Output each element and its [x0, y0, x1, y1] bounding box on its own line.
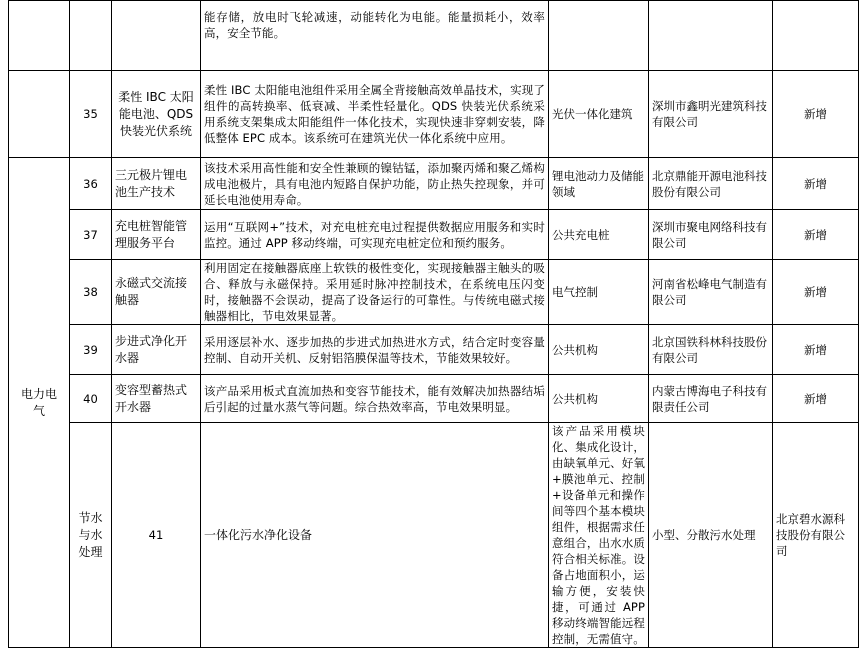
org-cell	[649, 1, 773, 71]
status-cell: 新增	[773, 375, 859, 423]
field-cell: 光伏一体化建筑	[549, 71, 649, 158]
name-cell: 变容型蓄热式开水器	[112, 375, 201, 423]
table-row	[9, 158, 859, 210]
org-cell: 内蒙古博海电子科技有限责任公司	[649, 375, 773, 423]
number-cell: 40	[70, 375, 112, 423]
table-row	[9, 375, 859, 423]
category-cell	[9, 71, 70, 158]
name-cell	[112, 1, 201, 71]
status-cell	[773, 1, 859, 71]
category-cell	[9, 1, 70, 71]
number-cell: 35	[70, 71, 112, 158]
org-cell: 河南省松峰电气制造有限公司	[649, 260, 773, 325]
number-cell: 38	[70, 260, 112, 325]
name-cell: 一体化污水净化设备	[201, 423, 549, 648]
org-cell: 深圳市鑫明光建筑科技有限公司	[649, 71, 773, 158]
field-cell: 小型、分散污水处理	[649, 423, 773, 648]
field-cell: 公共充电桩	[549, 210, 649, 260]
table-row	[9, 1, 859, 71]
status-cell: 新增	[773, 158, 859, 210]
status-cell: 新增	[773, 260, 859, 325]
org-cell: 深圳市聚电网络科技有限公司	[649, 210, 773, 260]
field-cell	[549, 1, 649, 71]
status-cell: 新增	[773, 210, 859, 260]
table-row	[9, 71, 859, 158]
description-cell: 利用固定在接触器底座上软铁的极性变化，实现接触器主触头的吸合、释放与永磁保持。采用延时脉冲控制技术，在系统电压闪变时，接触器不会误动，提高了设备运行的可靠性。与传统电磁式接触器相比，节电效果显著。	[201, 260, 549, 325]
table-row	[9, 325, 859, 375]
field-cell: 电气控制	[549, 260, 649, 325]
number-cell	[70, 1, 112, 71]
field-cell: 公共机构	[549, 375, 649, 423]
table-row	[9, 210, 859, 260]
number-cell: 37	[70, 210, 112, 260]
description-cell: 柔性 IBC 太阳能电池组件采用全属全背接触高效单晶技术，实现了组件的高转换率、低衰减、半柔性轻量化。QDS 快装光伏系统采用系统支架集成太阳能组件一体化技术，实现快速非穿刺安装，降低整体 EPC 成本。该系统可在建筑光伏一体化系统中应用。	[201, 71, 549, 158]
org-cell: 北京国铁科林科技股份有限公司	[649, 325, 773, 375]
name-cell: 柔性 IBC 太阳能电池、QDS 快装光伏系统	[112, 71, 201, 158]
table-row	[9, 423, 859, 648]
description-cell: 运用“互联网+”技术，对充电桩充电过程提供数据应用服务和实时监控。通过 APP 移动终端，可实现充电桩定位和预约服务。	[201, 210, 549, 260]
description-cell: 该产品采用板式直流加热和变容节能技术，能有效解决加热器结垢后引起的过量水蒸气等问题。综合热效率高，节电效果明显。	[201, 375, 549, 423]
number-cell: 36	[70, 158, 112, 210]
number-cell: 41	[112, 423, 201, 648]
name-cell: 三元极片锂电池生产技术	[112, 158, 201, 210]
name-cell: 充电桩智能管理服务平台	[112, 210, 201, 260]
description-cell: 该技术采用高性能和安全性兼顾的镍钴锰，添加聚丙烯和聚乙烯构成电池极片，具有电池内短路自保护功能，防止热失控现象，并可延长电池使用寿命。	[201, 158, 549, 210]
number-cell: 39	[70, 325, 112, 375]
status-cell: 新增	[773, 71, 859, 158]
name-cell: 永磁式交流接触器	[112, 260, 201, 325]
technology-table	[8, 0, 859, 648]
category-cell: 电力电气	[9, 158, 70, 648]
org-cell: 北京鼎能开源电池科技股份有限公司	[649, 158, 773, 210]
description-cell: 能存储，放电时飞轮减速，动能转化为电能。能量损耗小，效率高，安全节能。	[201, 1, 549, 71]
table-row	[9, 260, 859, 325]
description-cell: 采用逐层补水、逐步加热的步进式加热进水方式，结合定时变容量控制、自动开关机、反射铝箔膜保温等技术，节能效果较好。	[201, 325, 549, 375]
field-cell: 锂电池动力及储能领域	[549, 158, 649, 210]
category-cell: 节水与水处理	[70, 423, 112, 648]
description-cell: 该产品采用模块化、集成化设计，由缺氧单元、好氧+膜池单元、控制+设备单元和操作间等四个基本模块组件，根据需求任意组合，出水水质符合相关标准。设备占地面积小，运输方便，安装快捷，可通过 APP 移动终端智能远程控制，无需值守。	[549, 423, 649, 648]
status-cell: 新增	[773, 325, 859, 375]
org-cell: 北京碧水源科技股份有限公司	[773, 423, 859, 648]
field-cell: 公共机构	[549, 325, 649, 375]
name-cell: 步进式净化开水器	[112, 325, 201, 375]
